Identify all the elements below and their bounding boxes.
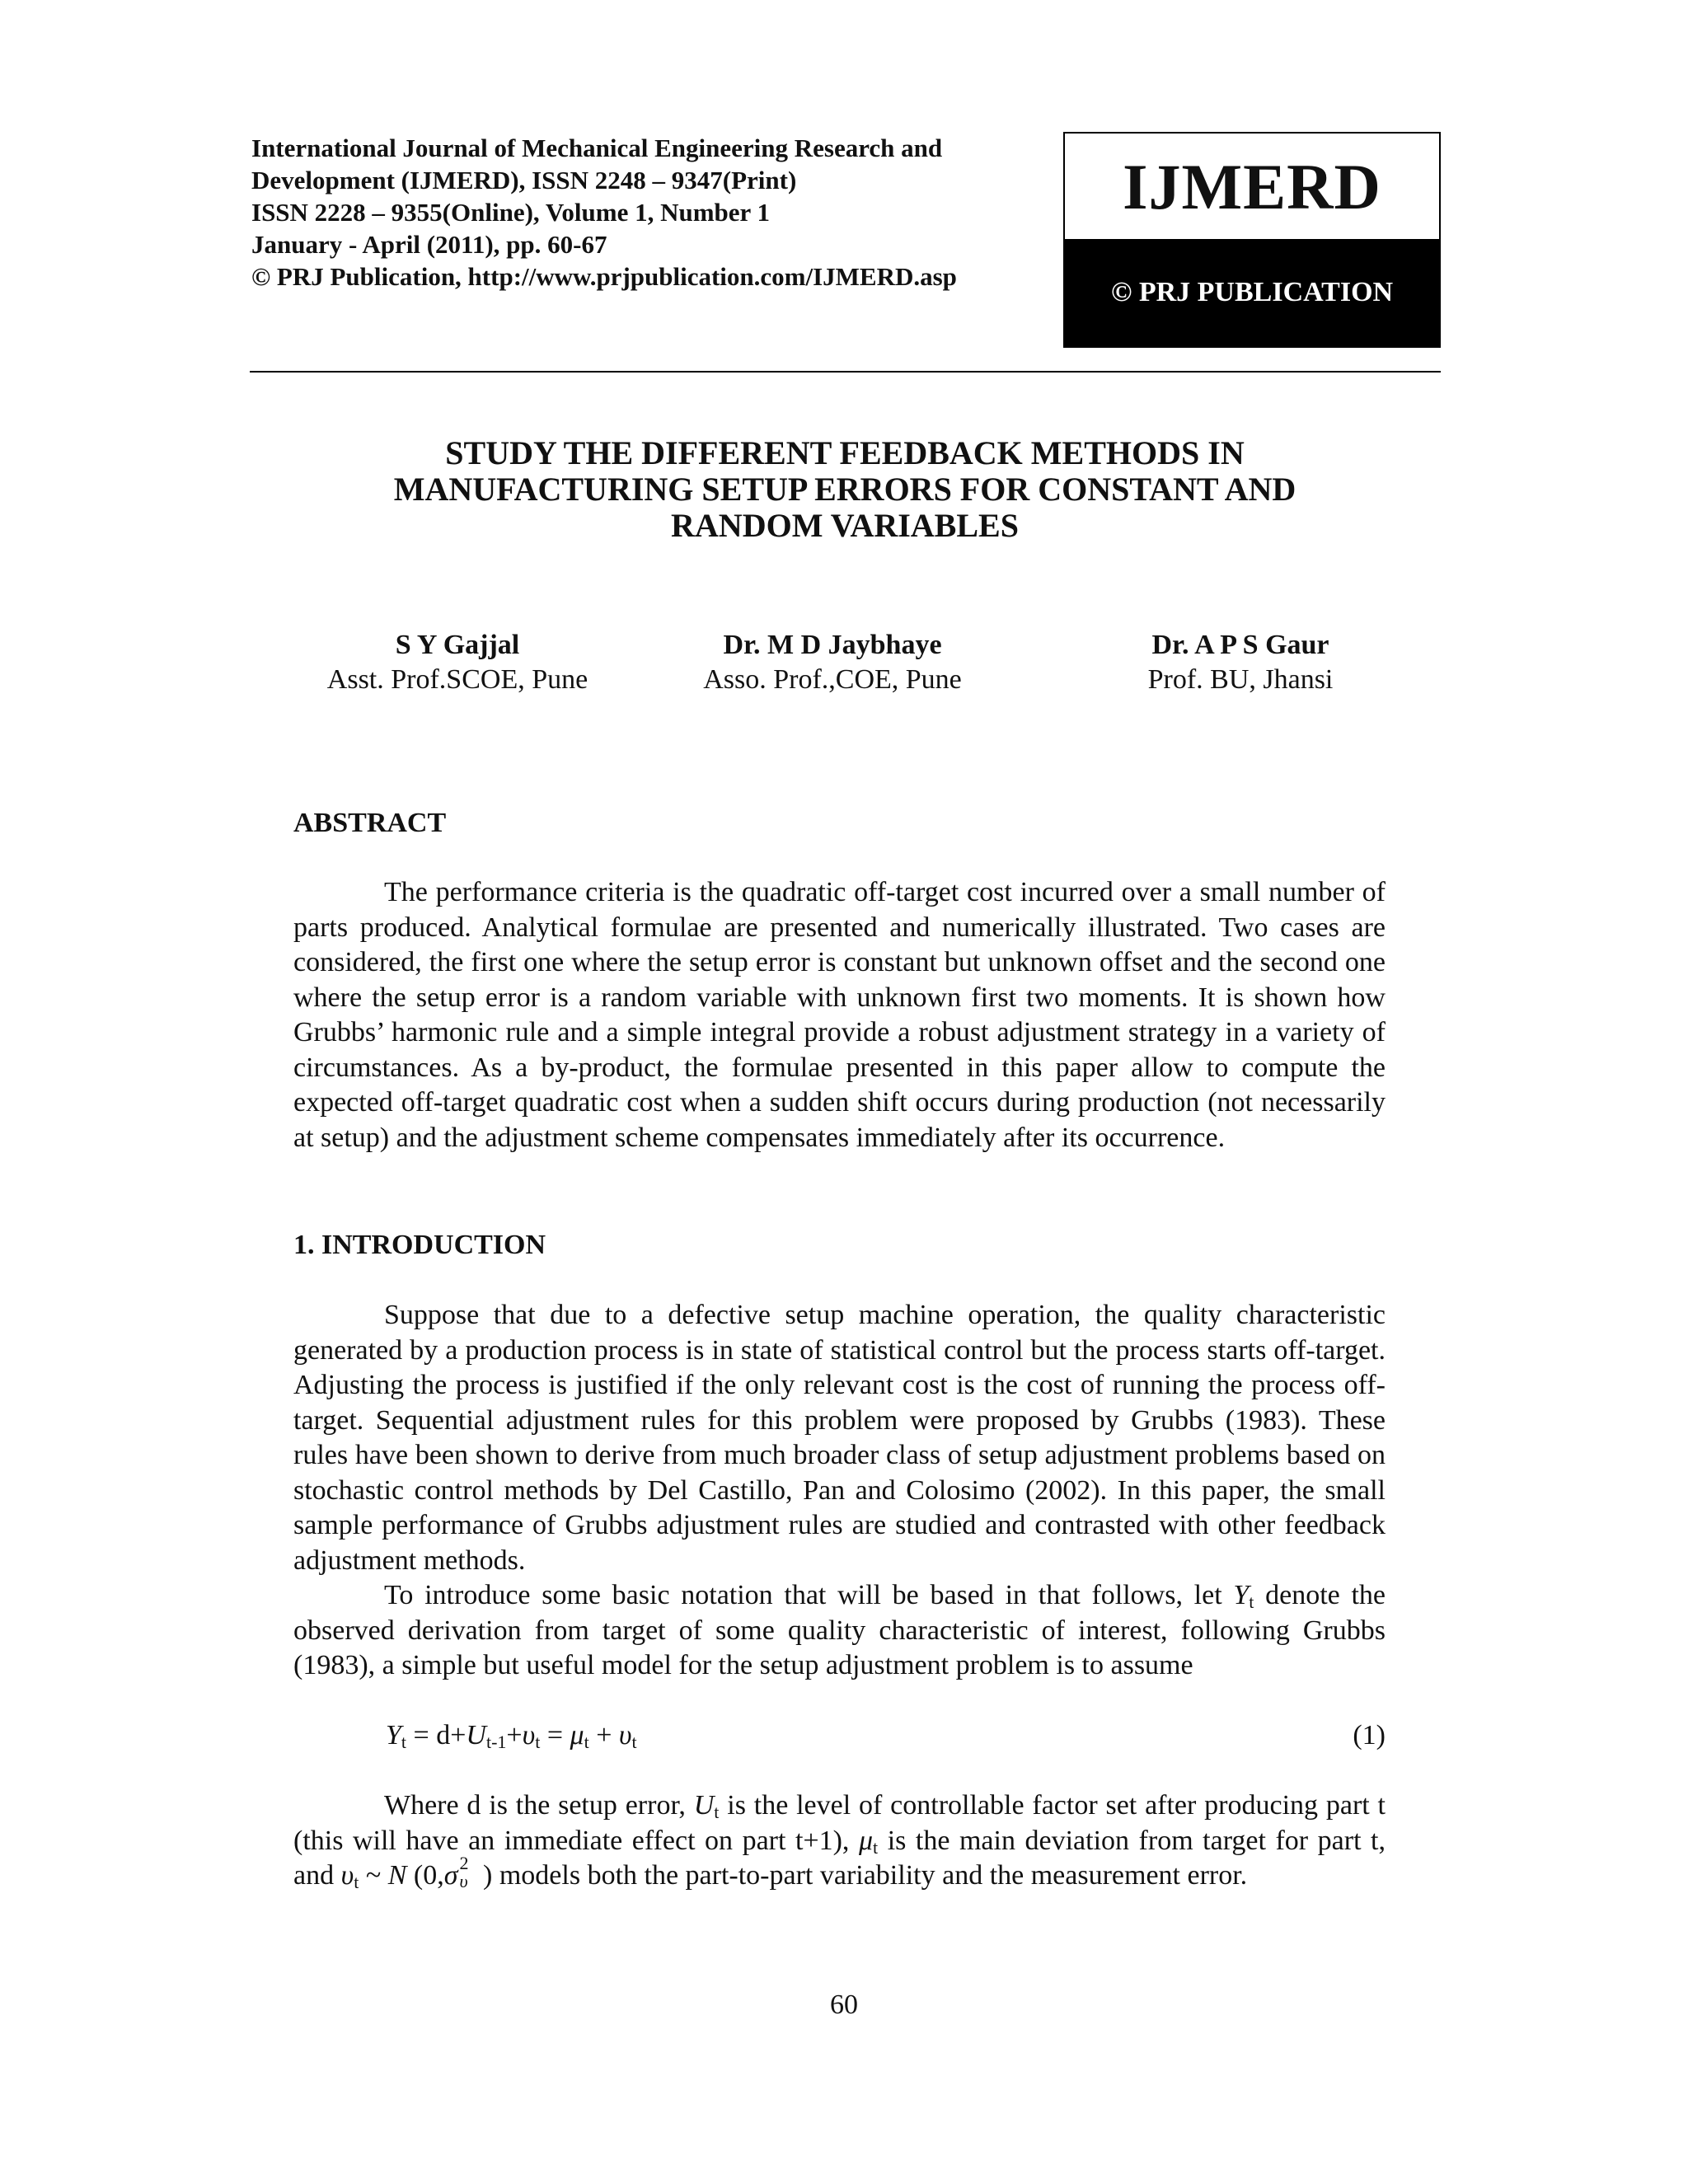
eq-subscript: t bbox=[535, 1732, 541, 1752]
p3-symbol: σ bbox=[443, 1860, 458, 1891]
subscript: t bbox=[1249, 1591, 1254, 1612]
eq-symbol: U bbox=[466, 1720, 486, 1750]
abstract-heading: ABSTRACT bbox=[293, 808, 447, 838]
abstract-body: The performance criteria is the quadratic off-target cost incurred over a small number of parts produced. Analytical formulae are presented and numerically illustrated. Two cases are considered, the first one where the setup error is constant but unknown offset and the second one where the setup error is a random variable with unknown first two moments. It is shown how Grubbs’ harmonic rule and a simple integral provide a robust adjustment strategy in a variety of circumstances. As a by-product, the formulae presented in this paper allow to compute the expected off-target quadratic cost when a sudden shift occurs during production (not necessarily at setup) and the adjustment scheme compensates immediately after its occurrence. bbox=[293, 877, 1386, 1153]
logo-text: IJMERD bbox=[1123, 151, 1381, 223]
intro-paragraph-2-text: To introduce some basic notation that will be based in that follows, let bbox=[384, 1580, 1234, 1610]
intro-paragraph-1 bbox=[293, 1298, 1386, 1684]
p3-subscript: t bbox=[714, 1802, 720, 1822]
abstract-text bbox=[293, 875, 1386, 1155]
p3-text: is the main deviation from target for part t, and bbox=[293, 1825, 1386, 1891]
p3-text: ) models both the part-to-part variability and the measurement error. bbox=[476, 1860, 1248, 1891]
eq-subscript: t bbox=[401, 1732, 407, 1752]
author-3 bbox=[1104, 628, 1376, 697]
logo-publisher: © PRJ PUBLICATION bbox=[1065, 239, 1439, 346]
eq-subscript: t-1 bbox=[485, 1732, 507, 1752]
introduction-heading: 1. INTRODUCTION bbox=[293, 1230, 546, 1260]
author-name: Dr. M D Jaybhaye bbox=[723, 630, 942, 660]
intro-paragraph-2-cont: denote the observed derivation from target of some quality characteristic of interest, following Grubbs (1983), a simple but useful model for the setup adjustment problem is to assume bbox=[293, 1580, 1386, 1680]
eq-symbol: μ bbox=[570, 1720, 584, 1750]
journal-line: © PRJ Publication, http://www.prjpublication.com/IJMERD.asp bbox=[251, 262, 957, 291]
author-affiliation: Asso. Prof.,COE, Pune bbox=[703, 664, 962, 695]
author-affiliation: Asst. Prof.SCOE, Pune bbox=[326, 664, 588, 695]
author-1 bbox=[305, 628, 610, 697]
title-line: MANUFACTURING SETUP ERRORS FOR CONSTANT AND bbox=[393, 471, 1296, 508]
p3-text: ~ bbox=[359, 1860, 388, 1891]
intro-paragraph-1-text: Suppose that due to a defective setup machine operation, the quality characteristic generated by a production process is in state of statistical control but the process starts off-target. Adjusting the process is justified if the only relevant cost is the cost of running the process off-target. Sequential adjustment rules for this problem were proposed by Grubbs (1983). These rules have been shown to derive from much broader class of setup adjustment problems based on stochastic control methods by Del Castillo, Pan and Colosimo (2002). In this paper, the small sample performance of Grubbs adjustment rules are studied and contrasted with other feedback adjustment methods. bbox=[293, 1300, 1386, 1576]
author-2 bbox=[676, 628, 989, 697]
symbol-y: Y bbox=[1233, 1580, 1250, 1610]
p3-text: Where d is the setup error, bbox=[384, 1790, 694, 1821]
eq-text: = bbox=[540, 1720, 570, 1750]
sigma-scripts bbox=[458, 1853, 476, 1891]
p3-symbol: U bbox=[693, 1790, 715, 1821]
journal-logo bbox=[1063, 132, 1441, 348]
p3-superscript: 2 bbox=[459, 1853, 469, 1873]
paper-title bbox=[251, 435, 1438, 544]
intro-paragraph-3 bbox=[293, 1788, 1386, 1894]
author-affiliation: Prof. BU, Jhansi bbox=[1147, 664, 1334, 695]
eq-symbol: υ bbox=[522, 1720, 536, 1750]
journal-line: International Journal of Mechanical Engineering Research and bbox=[251, 134, 943, 162]
page-number: 60 bbox=[830, 1990, 858, 2020]
p3-subscript: υ bbox=[459, 1871, 468, 1891]
p3-symbol: μ bbox=[858, 1825, 874, 1856]
author-name: Dr. A P S Gaur bbox=[1151, 630, 1329, 660]
equation-number: (1) bbox=[1353, 1720, 1386, 1750]
journal-line: January - April (2011), pp. 60-67 bbox=[251, 230, 607, 259]
p3-symbol: υ bbox=[340, 1860, 354, 1891]
author-name: S Y Gajjal bbox=[395, 630, 520, 660]
p3-symbol: N bbox=[387, 1860, 407, 1891]
journal-info bbox=[251, 132, 1043, 293]
p3-subscript: t bbox=[354, 1872, 359, 1892]
eq-subscript: t bbox=[584, 1732, 589, 1752]
header-divider bbox=[250, 371, 1441, 373]
eq-text: + bbox=[588, 1720, 619, 1750]
p3-text: is the level of controllable factor set after producing part t (this will have an immediate effect on part t+1), bbox=[293, 1790, 1386, 1856]
title-line: RANDOM VARIABLES bbox=[671, 507, 1019, 544]
eq-subscript: t bbox=[631, 1732, 637, 1752]
eq-symbol: Y bbox=[386, 1720, 401, 1750]
eq-text: + bbox=[506, 1720, 523, 1750]
p3-text: (0, bbox=[406, 1860, 444, 1891]
equation-1 bbox=[386, 1718, 1386, 1753]
eq-symbol: υ bbox=[618, 1720, 632, 1750]
journal-line: Development (IJMERD), ISSN 2248 – 9347(Print) bbox=[251, 166, 797, 194]
journal-line: ISSN 2228 – 9355(Online), Volume 1, Number 1 bbox=[251, 198, 770, 227]
p3-subscript: t bbox=[873, 1836, 879, 1858]
title-line: STUDY THE DIFFERENT FEEDBACK METHODS IN bbox=[445, 434, 1245, 471]
eq-text: = d+ bbox=[406, 1720, 467, 1750]
